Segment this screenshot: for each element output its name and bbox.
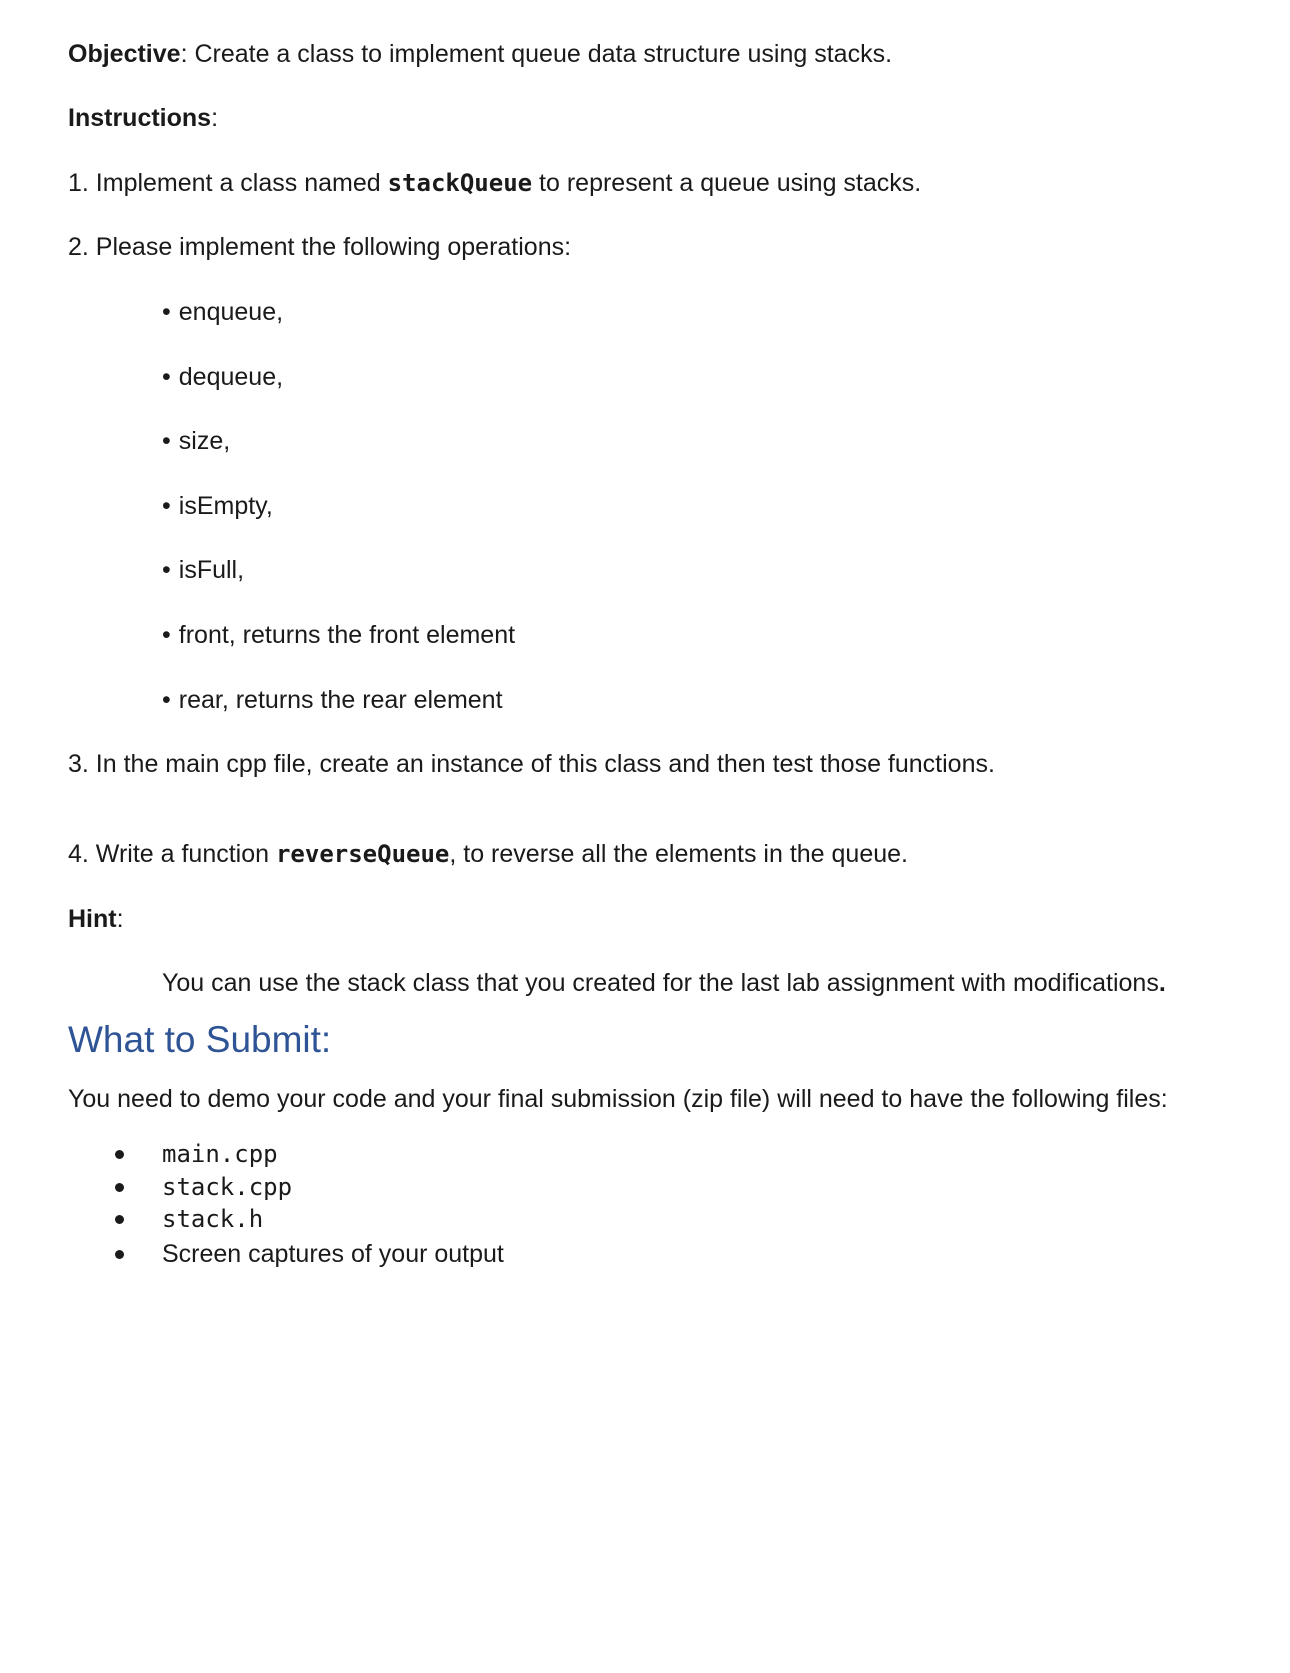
hint-heading (68, 903, 124, 935)
step-1-code: stackQueue (387, 169, 533, 197)
step-1 (68, 167, 921, 199)
operation-label: enqueue, (178, 298, 284, 326)
step-4 (68, 838, 908, 870)
operation-item (162, 490, 273, 522)
bullet-icon: • (162, 556, 171, 584)
operation-item (162, 619, 515, 651)
bullet-icon (115, 1171, 125, 1203)
step-1-prefix: 1. Implement a class named (68, 169, 388, 197)
step-4-suffix: , to reverse all the elements in the queue. (449, 840, 908, 868)
instructions-colon: : (211, 104, 219, 132)
operation-label: size, (178, 427, 231, 455)
file-name: stack.h (162, 1205, 264, 1233)
file-name: stack.cpp (162, 1173, 293, 1201)
operation-item (162, 684, 503, 716)
operation-item (162, 361, 283, 393)
file-name: Screen captures of your output (162, 1240, 504, 1268)
operation-item (162, 425, 230, 457)
bullet-icon: • (162, 363, 171, 391)
operation-label: isEmpty, (178, 492, 273, 520)
bullet-icon (115, 1138, 125, 1170)
bullet-icon: • (162, 621, 171, 649)
hint-period: . (1158, 969, 1166, 997)
step-2 (68, 231, 571, 263)
operation-label: front, returns the front element (178, 621, 516, 649)
bullet-icon: • (162, 298, 171, 326)
submit-heading: What to Submit: (68, 1019, 332, 1060)
operation-item (162, 554, 244, 586)
operation-label: rear, returns the rear element (178, 686, 503, 714)
bullet-icon: • (162, 492, 171, 520)
operation-item (162, 296, 283, 328)
hint-label: Hint (68, 905, 117, 933)
instructions-label: Instructions (68, 104, 212, 132)
hint-body: You can use the stack class that you created for the last lab assignment with modifications (162, 969, 1159, 997)
objective-line (68, 38, 892, 70)
bullet-icon: • (162, 427, 171, 455)
step-3-text: 3. In the main cpp file, create an instance of this class and then test those functions. (68, 750, 995, 778)
instructions-heading (68, 102, 218, 134)
submit-intro (68, 1083, 1168, 1115)
step-3 (68, 748, 995, 780)
hint-text (162, 967, 1166, 999)
step-4-code: reverseQueue (275, 840, 450, 868)
objective-label: Objective (68, 40, 181, 68)
bullet-icon (115, 1238, 125, 1270)
step-4-prefix: 4. Write a function (68, 840, 276, 868)
objective-text: : Create a class to implement queue data structure using stacks. (180, 40, 893, 68)
step-2-text: 2. Please implement the following operations: (68, 233, 572, 261)
bullet-icon (115, 1203, 125, 1235)
operation-label: isFull, (178, 556, 245, 584)
file-name: main.cpp (162, 1140, 278, 1168)
hint-colon: : (116, 905, 124, 933)
operation-label: dequeue, (178, 363, 284, 391)
step-1-suffix: to represent a queue using stacks. (532, 169, 922, 197)
bullet-icon: • (162, 686, 171, 714)
submit-intro-text: You need to demo your code and your final submission (zip file) will need to have the following files: (68, 1085, 1168, 1113)
